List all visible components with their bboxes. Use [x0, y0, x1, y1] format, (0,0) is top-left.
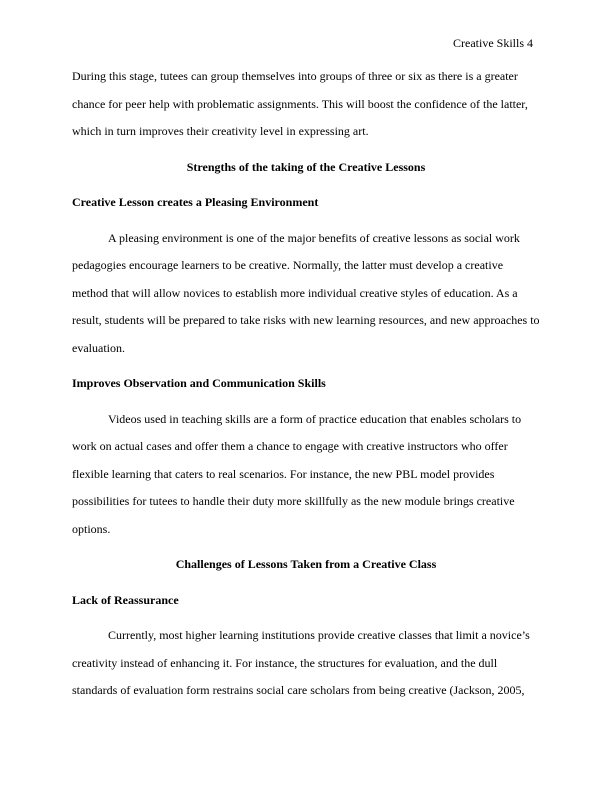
- page-body: [72, 63, 540, 705]
- subheading-pleasing-environment: Creative Lesson creates a Pleasing Environment: [72, 195, 319, 209]
- running-head: Creative Skills 4: [453, 36, 533, 50]
- paragraph-pleasing-environment: A pleasing environment is one of the major benefits of creative lessons as social work pedagogies encourage learners to be creative. Normally, the latter must develop a creative method that will allow novices to establish more individual creative styles of education. As a result, students will be prepared to take risks with new learning resources, and new approaches to evaluation.: [72, 230, 540, 355]
- paragraph-intro: During this stage, tutees can group themselves into groups of three or six as there is a greater chance for peer help with problematic assignments. This will boost the confidence of the latter, which in turn improves their creativity level in expressing art.: [72, 69, 528, 138]
- subheading-observation-skills: Improves Observation and Communication Skills: [72, 376, 326, 390]
- subheading-lack-of-reassurance: Lack of Reassurance: [72, 592, 179, 607]
- section-heading-challenges: Challenges of Lessons Taken from a Creative Class: [175, 557, 437, 571]
- paragraph-lack-of-reassurance: Currently, most higher learning institutions provide creative classes that limit a novice’s creativity instead of enhancing it. For instance, the structures for evaluation, and the dull standards of evaluation form restrains social care scholars from being creative (Jackson, 2005,: [72, 628, 530, 697]
- section-heading-strengths: Strengths of the taking of the Creative Lessons: [186, 159, 426, 174]
- paragraph-observation-skills: Videos used in teaching skills are a form of practice education that enables scholars to work on actual cases and offer them a chance to engage with creative instructors who offer flexible learning that caters to real scenarios. For instance, the new PBL model provides possibilities for tutees to handle their duty more skillfully as the new module brings creative options.: [72, 411, 522, 536]
